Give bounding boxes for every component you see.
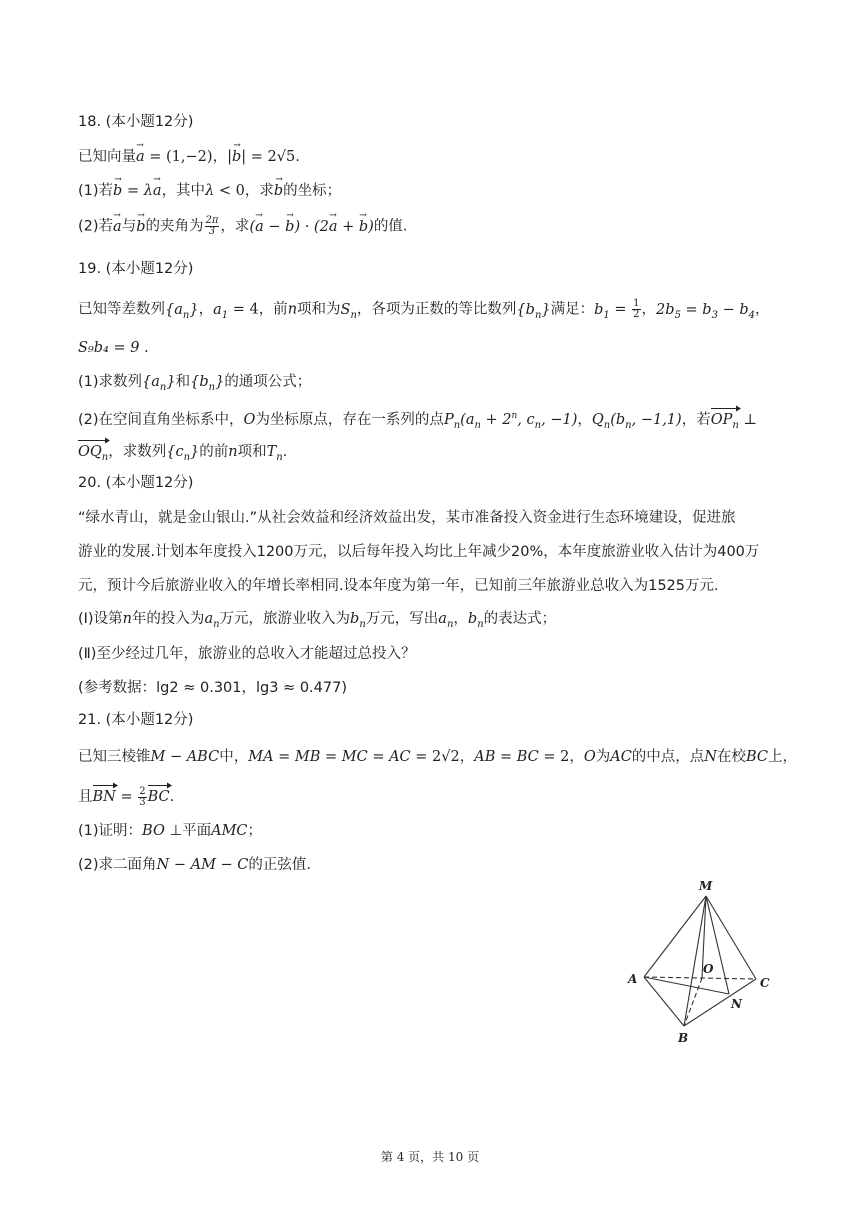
q20-heading: 20. (本小题12分)	[78, 475, 194, 491]
q19-given: 已知等差数列$\{a_n\}$，$a_1 = 4$，前n项和为$S_n$，各项为正数的等比数列$\{b_n\}$满足：$b_1$ = $\frac{1}{2}$ ，$2b_5 = b_3 - b_4$，	[78, 298, 770, 321]
q21-given-cont: 且BN = $\frac{2}{3}$ BC.	[78, 785, 175, 808]
q19-heading: 19. (本小题12分)	[78, 261, 194, 277]
label-a: A	[628, 972, 638, 986]
q19-part2: (2)在空间直角坐标系中，O为坐标原点，存在一系列的点$P_n(a_n + 2^n$, $c_n$, −1)，$Q_n(b_n$, −1,1)，若$OP_n$ ⊥	[78, 406, 757, 436]
page-footer: 第 4 页，共 10 页	[380, 1150, 480, 1164]
tetrahedron-figure	[620, 872, 790, 1052]
edge-bc	[684, 979, 756, 1026]
edge-ma	[644, 896, 706, 977]
q20-reference: (参考数据：lg2 ≈ 0.301，lg3 ≈ 0.477)	[78, 680, 347, 696]
label-o: O	[703, 962, 714, 976]
q20-text-2: 游业的发展.计划本年度投入1200万元，以后每年投入均比上年减少20%，本年度旅游业收入估计为400万	[78, 544, 760, 560]
label-c: C	[760, 976, 770, 990]
edge-ac	[644, 977, 756, 979]
q19-given-cont: S₉b₄ = 9 .	[78, 340, 149, 356]
q18-heading: 18. (本小题12分)	[78, 114, 194, 130]
q20-part2: (Ⅱ)至少经过几年，旅游业的总收入才能超过总投入？	[78, 646, 416, 662]
q18-part1: (1)若→ b = λ→ a，其中λ < 0，求→ b的坐标；	[78, 181, 341, 201]
edge-mn	[706, 896, 729, 994]
label-b: B	[678, 1031, 689, 1045]
edge-an	[644, 977, 729, 994]
q18-part2: (2)若→ a与→ b的夹角为 $\frac{2\pi}{3}$ ，求(→ a − → b) · (2→ a + → b)的值.	[78, 216, 407, 237]
q21-given: 已知三棱锥M − ABC中，MA = MB = MC = AC = 2√2，AB = BC = 2，O为AC的中点，点N在校BC上，	[78, 749, 798, 765]
q18-given: 已知向量→ a = (1,−2)，|→ b| = 2√5.	[78, 147, 300, 167]
q19-part1: (1)求数列$\{a_n\}$和$\{b_n\}$的通项公式；	[78, 374, 312, 393]
q20-text-3: 元，预计今后旅游业收入的年增长率相同.设本年度为第一年，已知前三年旅游业总收入为1525万元.	[78, 578, 719, 594]
q19-part2-cont: $OQ_n$，求数列$\{c_n\}$的前n项和$T_n$.	[78, 440, 287, 468]
q20-text-1: “绿水青山，就是金山银山.”从社会效益和经济效益出发，某市准备投入资金进行生态环境建设，促进旅	[78, 510, 736, 526]
q21-part1: (1)证明：BO ⊥平面AMC；	[78, 823, 263, 839]
q21-heading: 21. (本小题12分)	[78, 712, 194, 728]
label-m: M	[699, 879, 713, 893]
label-n: N	[731, 997, 742, 1011]
edge-mc	[706, 896, 756, 979]
q21-part2: (2)求二面角N − AM − C的正弦值.	[78, 857, 311, 873]
q20-part1: (Ⅰ)设第n年的投入为$a_n$万元，旅游业收入为$b_n$万元，写出$a_n$，$b_n$的表达式；	[78, 611, 557, 630]
